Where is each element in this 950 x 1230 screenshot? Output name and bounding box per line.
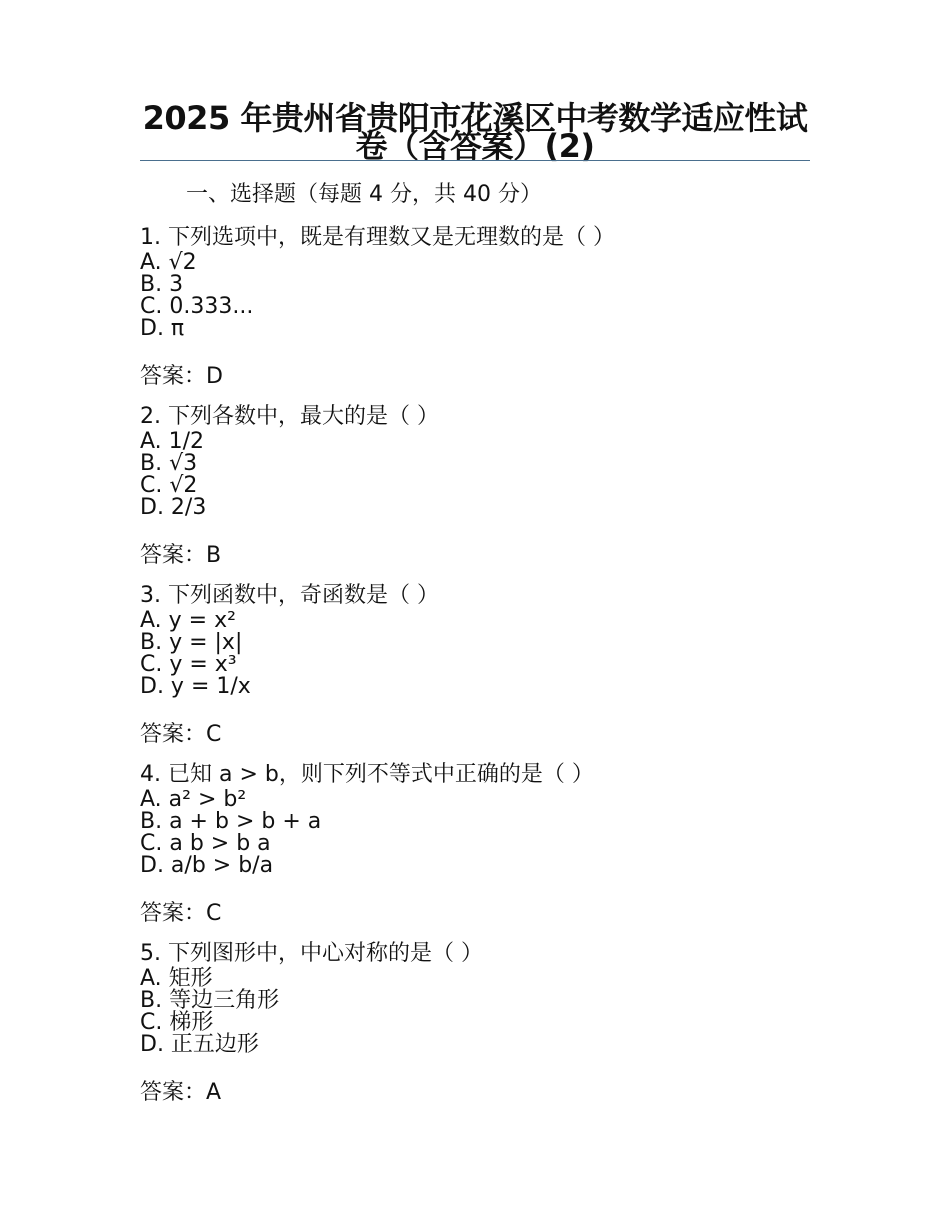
option-c: C. 0.333... [140, 294, 254, 319]
section-heading: 一、选择题（每题 4 分，共 40 分） [186, 182, 542, 207]
option-a: A. y = x² [140, 608, 236, 633]
answer-line: 答案：C [140, 722, 222, 747]
question-stem: 1. 下列选项中，既是有理数又是无理数的是（ ） [140, 225, 615, 250]
title-underline [140, 160, 810, 161]
option-d: D. 2/3 [140, 495, 207, 520]
option-c: C. √2 [140, 473, 198, 498]
option-d: D. 正五边形 [140, 1032, 259, 1057]
question-stem: 2. 下列各数中，最大的是（ ） [140, 404, 439, 429]
option-c: C. a b > b a [140, 831, 271, 856]
option-b: B. y = |x| [140, 630, 243, 655]
option-d: D. π [140, 316, 185, 341]
question-stem: 4. 已知 a > b，则下列不等式中正确的是（ ） [140, 762, 594, 787]
option-c: C. y = x³ [140, 652, 237, 677]
option-c: C. 梯形 [140, 1010, 214, 1035]
option-b: B. √3 [140, 451, 198, 476]
option-b: B. a + b > b + a [140, 809, 322, 834]
option-b: B. 3 [140, 272, 184, 297]
question-list [140, 224, 820, 1119]
question-stem: 5. 下列图形中，中心对称的是（ ） [140, 941, 483, 966]
question-3 [140, 582, 820, 750]
option-a: A. a² > b² [140, 787, 247, 812]
page-title: 2025 年贵州省贵阳市花溪区中考数学适应性试卷（含答案）(2) [142, 99, 808, 165]
answer-line: 答案：B [140, 543, 222, 568]
option-d: D. a/b > b/a [140, 853, 274, 878]
option-b: B. 等边三角形 [140, 988, 280, 1013]
answer-line: 答案：A [140, 1080, 222, 1105]
answer-line: 答案：C [140, 901, 222, 926]
option-a: A. 矩形 [140, 966, 213, 991]
question-4 [140, 761, 820, 929]
question-5 [140, 940, 820, 1108]
answer-line: 答案：D [140, 364, 223, 389]
option-d: D. y = 1/x [140, 674, 251, 699]
question-stem: 3. 下列函数中，奇函数是（ ） [140, 583, 439, 608]
question-1 [140, 224, 820, 392]
title-block [140, 99, 810, 165]
question-2 [140, 403, 820, 571]
option-a: A. 1/2 [140, 429, 205, 454]
option-a: A. √2 [140, 250, 197, 275]
